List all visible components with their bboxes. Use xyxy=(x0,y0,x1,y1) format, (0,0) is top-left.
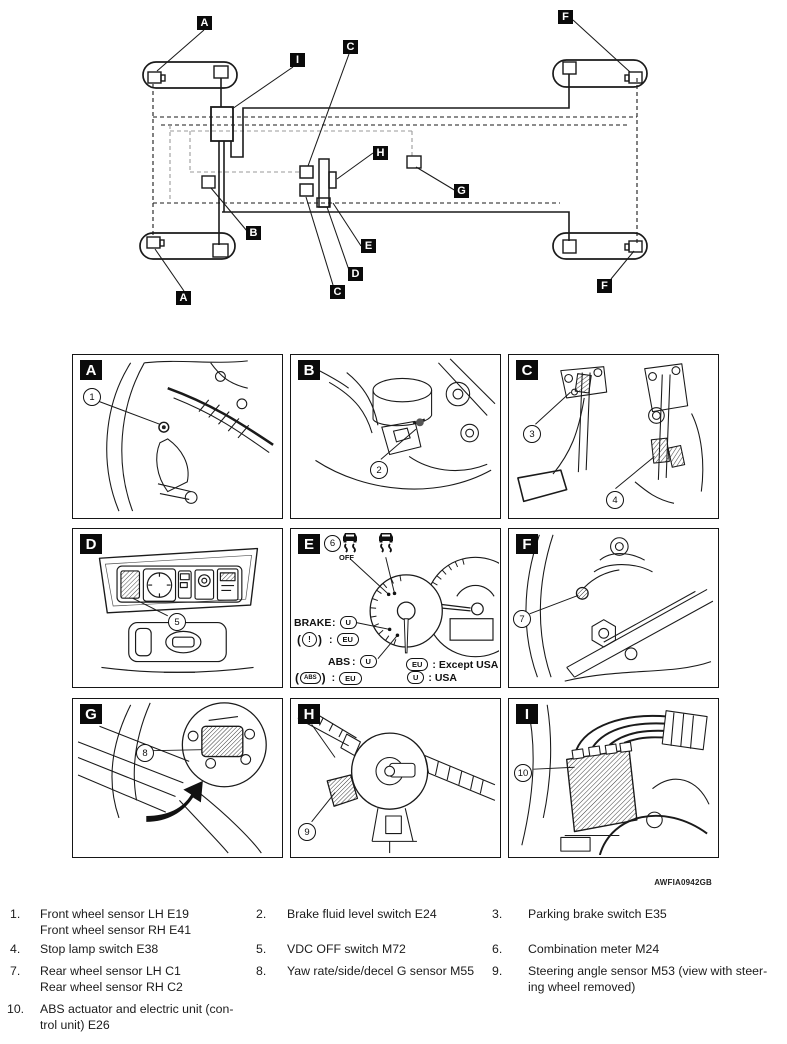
legend-item-6: Combination meter M24 xyxy=(528,942,660,956)
panel-c xyxy=(508,354,719,519)
callout-label-g: G xyxy=(454,184,469,198)
vdc-off-text: OFF xyxy=(339,553,354,562)
legend-item-2: Brake fluid level switch E24 xyxy=(287,907,437,921)
rear-right-wheel xyxy=(553,233,647,259)
legend-item-8: Yaw rate/side/decel G sensor M55 xyxy=(287,964,475,978)
usa-badge: U xyxy=(340,616,357,629)
panel-b-illustration xyxy=(291,355,499,516)
abs-label: ABS xyxy=(328,655,351,668)
callout-label-d: D xyxy=(348,267,363,281)
callout-label-f-bottom: F xyxy=(597,279,612,293)
panel-a-illustration xyxy=(73,355,281,516)
slip-indicator-icon xyxy=(377,532,395,554)
callout-num-3: 3 xyxy=(523,425,541,443)
panel-letter-d: D xyxy=(80,534,102,554)
vdc-off-indicator-icon xyxy=(341,532,359,554)
steering-angle-sensor-box xyxy=(329,172,336,188)
usa-legend-row: U : USA xyxy=(407,671,457,684)
legend-num-3: 3. xyxy=(492,907,503,921)
brake-circuit-lines xyxy=(219,74,569,245)
legend-num-10: 10. xyxy=(7,1002,25,1016)
callout-label-a-bottom: A xyxy=(176,291,191,305)
yaw-sensor-box xyxy=(407,156,421,168)
legend-num-9: 9. xyxy=(492,964,503,978)
panel-letter-c: C xyxy=(516,360,538,380)
callout-label-b: B xyxy=(246,226,261,240)
abs-actuator-box xyxy=(211,107,233,141)
panel-letter-h: H xyxy=(298,704,320,724)
callout-num-9: 9 xyxy=(298,823,316,841)
legend-num-1: 1. xyxy=(10,907,21,921)
panel-a xyxy=(72,354,283,519)
legend-item-5: VDC OFF switch M72 xyxy=(287,942,406,956)
meter-abs-row xyxy=(328,655,377,668)
chassis-schematic xyxy=(0,0,787,345)
callout-label-c-bottom: C xyxy=(330,285,345,299)
legend-num-7: 7. xyxy=(10,964,21,978)
legend-num-6: 6. xyxy=(492,942,503,956)
panel-i xyxy=(508,698,719,858)
callout-num-8: 8 xyxy=(136,744,154,762)
meter-brake-row xyxy=(294,616,357,629)
callout-label-e: E xyxy=(361,239,376,253)
legend-num-4: 4. xyxy=(10,942,21,956)
panel-g-illustration xyxy=(73,699,281,855)
panel-d-illustration xyxy=(73,529,281,685)
wheels xyxy=(140,60,647,259)
panel-i-illustration xyxy=(509,699,717,855)
abs-warning-icon: ABS xyxy=(300,672,321,684)
callout-label-a-top: A xyxy=(197,16,212,30)
callout-num-6: 6 xyxy=(324,535,341,552)
brake-label: BRAKE xyxy=(294,616,332,629)
callout-num-2: 2 xyxy=(370,461,388,479)
meter-abs-warning-row: ( ABS ) : EU xyxy=(295,671,362,685)
panel-letter-g: G xyxy=(80,704,102,724)
panel-f xyxy=(508,528,719,688)
panel-h-illustration xyxy=(291,699,499,855)
panel-letter-f: F xyxy=(516,534,538,554)
legend-item-7: Rear wheel sensor LH C1 Rear wheel sensor RH C2 xyxy=(40,964,183,994)
legend-item-3: Parking brake switch E35 xyxy=(528,907,667,921)
panel-d xyxy=(72,528,283,688)
callout-num-5: 5 xyxy=(168,613,186,631)
panel-letter-e: E xyxy=(298,534,320,554)
panel-letter-a: A xyxy=(80,360,102,380)
panel-h xyxy=(290,698,501,858)
callout-label-f-top: F xyxy=(558,10,573,24)
panel-letter-i: I xyxy=(516,704,538,724)
brake-warning-icon: ! xyxy=(302,632,317,647)
colon: : xyxy=(331,672,336,684)
callout-num-4: 4 xyxy=(606,491,624,509)
callout-label-h: H xyxy=(373,146,388,160)
callout-label-i: I xyxy=(290,53,305,67)
colon: : xyxy=(329,633,333,646)
eu-legend-row: EU : Except USA xyxy=(406,658,498,671)
brake-fluid-switch-box xyxy=(202,176,215,188)
colon: : xyxy=(332,616,336,629)
panel-f-illustration xyxy=(509,529,717,685)
colon: : xyxy=(352,655,356,668)
legend-num-5: 5. xyxy=(256,942,267,956)
panel-g xyxy=(72,698,283,858)
usa-badge: U xyxy=(407,671,424,684)
legend-num-8: 8. xyxy=(256,964,267,978)
panel-b xyxy=(290,354,501,519)
legend-item-10: ABS actuator and electric unit (con- trol unit) E26 xyxy=(40,1002,234,1032)
panel-e xyxy=(290,528,501,688)
meter-brake-warning-row: ( ! ) : EU xyxy=(297,632,359,647)
callout-label-c-top: C xyxy=(343,40,358,54)
harness-dashed-lines xyxy=(153,78,637,246)
callout-num-1: 1 xyxy=(83,388,101,406)
steering-column-box xyxy=(319,159,329,207)
callout-num-10: 10 xyxy=(514,764,532,782)
callout-num-7: 7 xyxy=(513,610,531,628)
eu-badge: EU xyxy=(406,658,428,671)
panel-letter-b: B xyxy=(298,360,320,380)
figure-code: AWFIA0942GB xyxy=(654,878,712,887)
legend-num-2: 2. xyxy=(256,907,267,921)
legend-item-4: Stop lamp switch E38 xyxy=(40,942,159,956)
center-components xyxy=(211,107,336,207)
legend-item-1: Front wheel sensor LH E19 Front wheel sensor RH E41 xyxy=(40,907,192,937)
legend-item-9: Steering angle sensor M53 (view with steer- ing wheel removed) xyxy=(528,964,768,994)
eu-badge: EU xyxy=(339,672,361,685)
usa-badge: U xyxy=(360,655,377,668)
eu-badge: EU xyxy=(337,633,359,646)
